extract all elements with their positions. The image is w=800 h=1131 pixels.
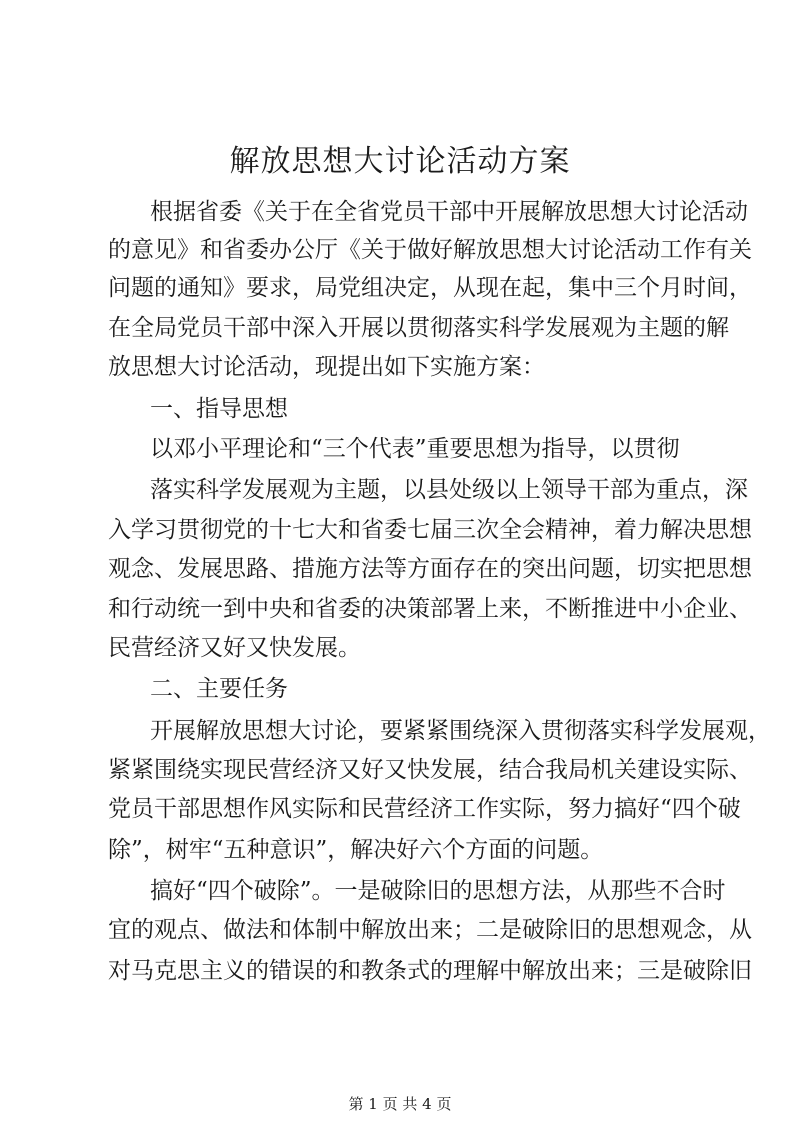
- body-line: 和行动统一到中央和省委的决策部署上来，不断推进中小企业、: [108, 596, 752, 622]
- body-line: 根据省委《关于在全省党员干部中开展解放思想大讨论活动: [150, 199, 748, 225]
- body-line: 党员干部思想作风实际和民营经济工作实际，努力搞好“四个破: [108, 796, 741, 822]
- body-line: 紧紧围绕实现民营经济又好又快发展，结合我局机关建设实际、: [108, 757, 752, 783]
- body-line: 除”，树牢“五种意识”，解决好六个方面的问题。: [108, 837, 604, 863]
- body-line: 入学习贯彻党的十七大和省委七届三次全会精神，着力解决思想: [108, 517, 752, 543]
- page-title: 解放思想大讨论活动方案: [229, 144, 571, 179]
- body-line: 的意见》和省委办公厅《关于做好解放思想大讨论活动工作有关: [108, 237, 752, 263]
- body-line: 开展解放思想大讨论，要紧紧围绕深入贯彻落实科学发展观，: [150, 718, 771, 744]
- body-line: 对马克思主义的错误的和教条式的理解中解放出来；三是破除旧: [108, 958, 752, 984]
- body-line: 在全局党员干部中深入开展以贯彻落实科学发展观为主题的解: [108, 315, 729, 341]
- body-line: 民营经济又好又快发展。: [108, 635, 361, 661]
- body-line: 落实科学发展观为主题，以县处级以上领导干部为重点，深: [150, 477, 748, 503]
- section-heading: 一、指导思想: [150, 396, 288, 422]
- body-line: 问题的通知》要求，局党组决定，从现在起，集中三个月时间，: [108, 275, 752, 301]
- body-line: 观念、发展思路、措施方法等方面存在的突出问题，切实把思想: [108, 556, 752, 582]
- body-line: 搞好“四个破除”。一是破除旧的思想方法，从那些不合时: [150, 878, 726, 904]
- body-line: 宜的观点、做法和体制中解放出来；二是破除旧的思想观念，从: [108, 917, 752, 943]
- section-heading: 二、主要任务: [150, 676, 288, 702]
- page-footer: 第 1 页 共 4 页: [348, 1095, 452, 1113]
- body-line: 以邓小平理论和“三个代表”重要思想为指导，以贯彻: [150, 436, 680, 462]
- body-line: 放思想大讨论活动，现提出如下实施方案：: [108, 354, 545, 380]
